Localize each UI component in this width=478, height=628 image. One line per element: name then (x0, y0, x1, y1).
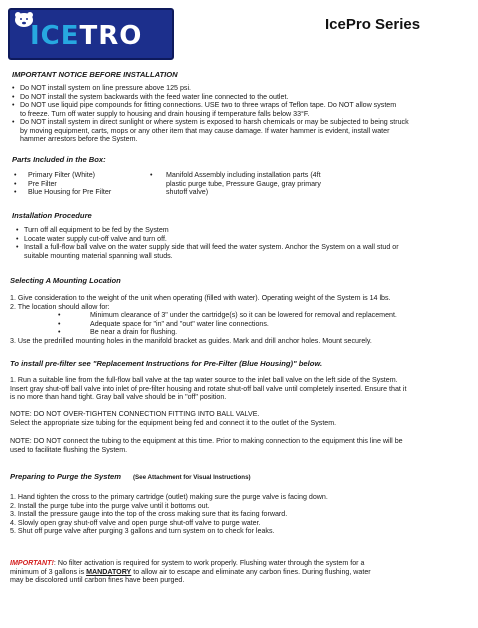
important-note: minimum of 3 gallons is MANDATORY to allow air to escape and eliminate any carbon fines. During flushing, water (10, 567, 371, 576)
location-item-1: 1. Give consideration to the weight of the unit when operating (filled with water). Operating weight of the System is 14 lbs. (10, 294, 391, 302)
location-item-3: 3. Use the predrilled mounting holes in the manifold bracket as guides. Mark and drill anchor holes. Mount securely. (10, 337, 372, 345)
prefilter-line: 1. Run a suitable line from the full-flow ball valve at the tap water source to the inlet ball valve on the left side of the System. (10, 376, 398, 384)
prefilter-line: Insert gray shut-off ball valve into inlet of pre-filter housing and rotate shut-off ball valve until completely inserted. Ensure that it (10, 384, 407, 393)
document-page: ICETRO IcePro Series IMPORTANT NOTICE BEFORE INSTALLATION • Do NOT install system on line pressure above 125 psi. • Do NOT install the system backwards with the feed water line connected to the outlet. • Do NOT use liquid pipe compounds for fitting connections. USE two to three wraps of Teflon tape. Do NOT allow system to freeze. Turn off water supply to housing and drain housing if temperature falls below 33°F. • Do NOT install system in direct sunlight or where system is exposed to harsh chemicals or may be subjected to being struck by moving equipment, carts, mops or any other item that may cause damage. If water hammer is evident, install water hammer arrestors before the System. Parts Included in the Box: • Primary Filter (White) • Pre Filter • Blue Housing for Pre Filter • Manifold Assembly including installation parts (4ft plastic purge tube, Pressure Gauge, gray primary shutoff valve) Installation Procedure • Turn off all equipment to be fed by the System • Locate water supply cut-off valve and turn off. • Install a full-flow ball valve on the water supply side that will feed the water system. Anchor the System on a wall stud or suitable mounting material spanning wall studs. Selecting A Mounting Location 1. Give consideration to the weight of the unit when operating (filled with water). Operating weight of the System is 14 lbs. 2. The location should allow for: • Minimum clearance of 3" under the cartridge(s) so it can be lowered for removal and replacement. • Adequate space for "in" and "out" water line connections. • Be near a drain for flushing. 3. Use the predrilled mounting holes in the manifold bracket as guides. Mark and drill anchor holes. Mount securely. To install pre-filter see "Replacement Instructions for Pre-Filter (Blue Housing)" below. 1. Run a suitable line from the full-flow ball valve at the tap water source to the inlet ball valve on the left side of the System. Insert gray shut-off ball valve into inlet of pre-filter housing and rotate shut-off ball valve until completely inserted. Ensure that it is no more than hand tight. Gray ball valve should be in "off" position. NOTE: DO NOT OVER-TIGHTEN CONNECTION FITTING INTO BALL VALVE. Select the appropriate size tubing for the equipment being fed and connect it to the outlet of the System. NOTE: DO NOT connect the tubing to the equipment at this time. Prior to making connection to the equipment this line will be used to facilitate flushing the System. Preparing to Purge the System (See Attachment for Visual Instructions) 1. Hand tighten the cross to the primary cartridge (outlet) making sure the purge valve is facing down. 2. Install the purge tube into the purge valve until it bottoms out. 3. Install the pressure gauge into the top of the cross making sure that its facing forward. 4. Slowly open gray shut-off valve and open purge shut-off valve to purge water. 5. Shut off purge valve after purging 3 gallons and turn system on to check for leaks. IMPORTANT!: No filter activation is required for system to work properly. Flushing water through the system for a minimum of 3 gallons is MANDATORY to allow air to escape and eliminate any carbon fines. During flushing, water may be discolored until carbon fines have been purged. (0, 0, 478, 628)
mandatory-emphasis: MANDATORY (86, 567, 132, 576)
location-heading: Selecting A Mounting Location (10, 276, 121, 285)
purge-step: 2. Install the purge tube into the purge valve until it bottoms out. (10, 501, 210, 510)
prefilter-note-1: Select the appropriate size tubing for the equipment being fed and connect it to the outlet of the System. (10, 418, 337, 427)
prefilter-note-2: used to facilitate flushing the System. (10, 445, 128, 454)
attachment-note: (See Attachment for Visual Instructions) (132, 474, 251, 481)
prefilter-note-2: NOTE: DO NOT connect the tubing to the equipment at this time. Prior to making connection to the equipment this line will be (10, 437, 403, 445)
location-item-2: 2. The location should allow for: (10, 302, 110, 311)
notice-heading: IMPORTANT NOTICE BEFORE INSTALLATION (12, 70, 178, 79)
purge-step: 1. Hand tighten the cross to the primary cartridge (outlet) making sure the purge valve is facing down. (10, 493, 328, 501)
prefilter-note-1: NOTE: DO NOT OVER-TIGHTEN CONNECTION FITTING INTO BALL VALVE. (10, 410, 260, 418)
icetro-logo (8, 8, 174, 60)
purge-step: 3. Install the pressure gauge into the top of the cross making sure that its facing forward. (10, 510, 288, 519)
prefilter-line: is no more than hand tight. Gray ball valve should be in "off" position. (10, 393, 227, 402)
purge-step: 4. Slowly open gray shut-off valve and open purge shut-off valve to purge water. (10, 518, 261, 527)
parts-heading: Parts Included in the Box: (12, 155, 106, 164)
purge-heading: Preparing to Purge the System (See Attachment for Visual Instructions) (10, 472, 251, 481)
purge-step: 5. Shut off purge valve after purging 3 gallons and turn system on to check for leaks. (10, 527, 275, 536)
important-note: may be discolored until carbon fines have been purged. (10, 576, 185, 585)
logo-wordmark: ICETRO (30, 21, 143, 51)
important-label: IMPORTANT! (10, 559, 54, 567)
important-note: IMPORTANT!: No filter activation is required for system to work properly. Flushing water through the system for a (10, 559, 365, 567)
prefilter-heading: To install pre-filter see "Replacement Instructions for Pre-Filter (Blue Housing)" below. (10, 359, 323, 368)
series-title: IcePro Series (325, 16, 421, 33)
install-heading: Installation Procedure (12, 211, 92, 220)
